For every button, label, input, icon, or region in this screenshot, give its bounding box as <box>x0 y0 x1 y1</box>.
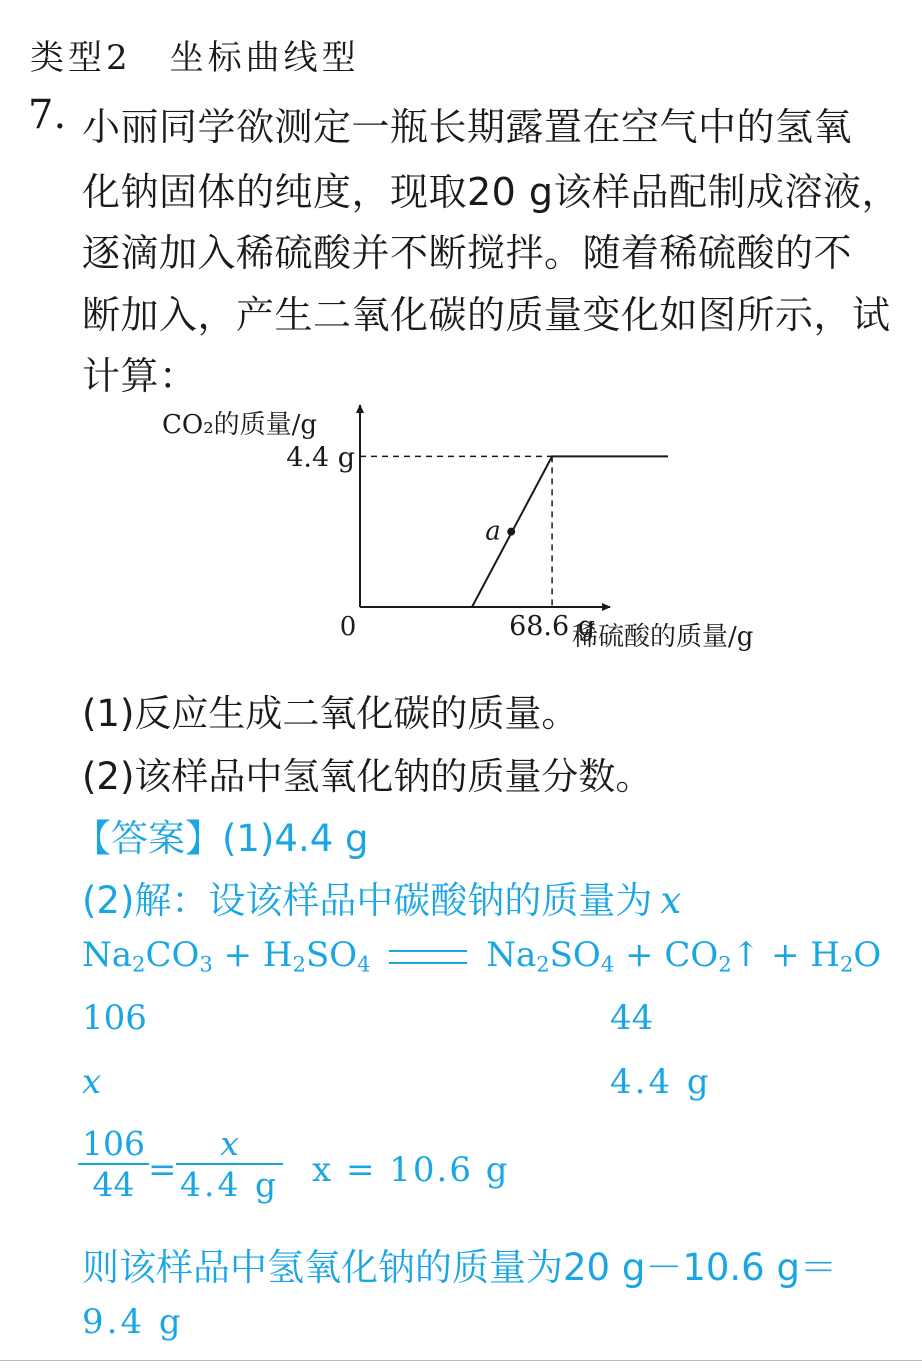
co2-series-line <box>472 456 668 607</box>
chemical-equation <box>82 935 881 976</box>
sub-question-2: (2)该样品中氢氧化钠的质量分数。 <box>82 755 653 798</box>
fraction-left-numerator: 106 <box>82 1124 145 1163</box>
point-a <box>507 528 515 536</box>
fraction-right <box>176 1124 283 1204</box>
answer-part-2-intro <box>82 870 681 924</box>
reactant-na2co3: $Na_2CO_3$ <box>82 935 213 977</box>
conclusion-line-1: 则该样品中氢氧化钠的质量为20 g－10.6 g＝ <box>82 1246 837 1289</box>
plus-sign: + <box>770 935 800 975</box>
section-title: 类型2 坐标曲线型 <box>30 38 360 78</box>
question-line-3: 逐滴加入稀硫酸并不断搅拌。随着稀硫酸的不 <box>82 231 853 275</box>
y-value-label: 4.4 g <box>286 442 355 474</box>
fraction-right-denominator: 4.4 g <box>176 1163 283 1204</box>
answer-2-intro-text: (2)解：设该样品中碳酸钠的质量为 <box>82 879 653 922</box>
known-co2: 4.4 g <box>610 1062 712 1102</box>
sub-question-1: (1)反应生成二氧化碳的质量。 <box>82 692 579 735</box>
question-line-2: 化钠固体的纯度，现取20 g该样品配制成溶液， <box>82 170 901 214</box>
question-line-1: 小丽同学欲测定一瓶长期露置在空气中的氢氧 <box>82 105 853 149</box>
origin-label: 0 <box>339 612 357 642</box>
gas-arrow-icon: ↑ <box>731 935 761 975</box>
y-axis-label: CO₂的质量/g <box>162 410 318 440</box>
answer-variable-x: x <box>660 879 682 922</box>
product-co2: $CO_2↑$ <box>664 935 761 977</box>
question-line-4: 断加入，产生二氧化碳的质量变化如图所示，试 <box>82 293 891 337</box>
reaction-equals-sign <box>389 950 467 964</box>
reactant-h2so4: $H_2SO_4$ <box>262 935 371 977</box>
answer-1-value: (1)4.4 g <box>222 817 369 860</box>
solution-x: x = 10.6 g <box>312 1150 510 1190</box>
conclusion-line-2: 9.4 g <box>82 1302 184 1342</box>
bottom-divider <box>0 1360 922 1361</box>
answer-part-1 <box>74 808 369 862</box>
x-value-label: 68.6 g <box>509 611 596 642</box>
x-axis-label: 稀硫酸的质量/g <box>572 622 754 652</box>
plus-sign: + <box>625 935 654 975</box>
question-number: 7. <box>28 92 67 138</box>
product-h2o: $H_2O$ <box>810 935 882 977</box>
co2-mass-chart <box>150 395 830 665</box>
fraction-right-numerator: x <box>220 1124 239 1163</box>
mass-co2: 44 <box>610 998 654 1038</box>
product-na2so4: $Na_2SO_4$ <box>486 935 615 977</box>
fraction-left-denominator: 44 <box>78 1163 149 1204</box>
mass-na2co3: 106 <box>82 998 147 1038</box>
proportion-equals: = <box>148 1150 177 1190</box>
fraction-left <box>78 1124 149 1204</box>
answer-label: 【答案】 <box>74 817 222 860</box>
unknown-x: x <box>82 1062 102 1102</box>
question-line-5: 计算： <box>82 354 198 398</box>
point-a-label: a <box>485 516 501 547</box>
plus-sign: + <box>223 935 253 975</box>
